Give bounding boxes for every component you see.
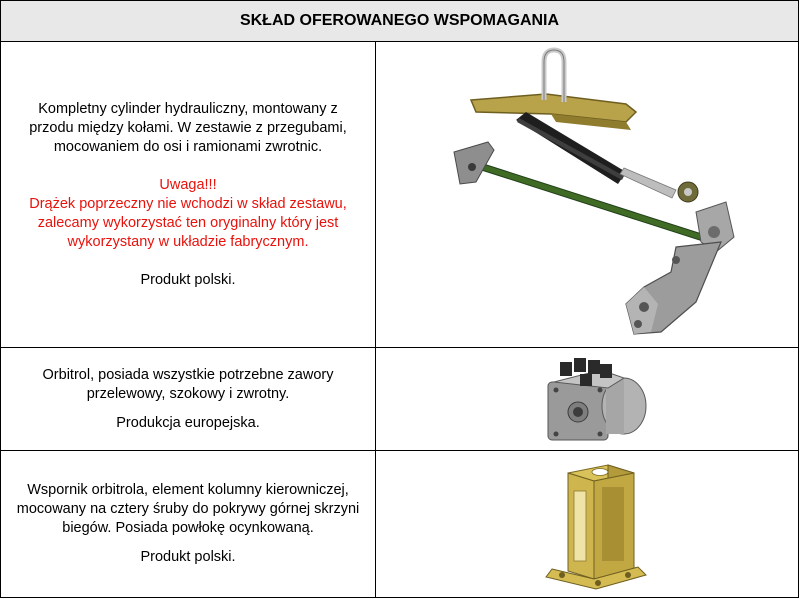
orbitrol-image-cell <box>376 348 798 450</box>
bracket-image-cell <box>376 451 798 597</box>
bracket-origin: Produkt polski. <box>140 549 236 565</box>
cylinder-description: Kompletny cylinder hydrauliczny, montowany z przodu między kołami. W zestawie z przegubami, mocowaniem do osi i ramionami zwrotnic. <box>29 100 347 155</box>
orbitrol-description: Orbitrol, posiada wszystkie potrzebne zawory przelewowy, szokowy i zwrotny. <box>42 366 334 402</box>
warning-text: Drążek poprzeczny nie wchodzi w skład zestawu, zalecamy wykorzystać ten oryginalny który jest wykorzystany w układzie fabrycznym. <box>29 195 347 250</box>
bracket-description-cell <box>1 451 376 597</box>
orbitrol-image <box>376 348 798 450</box>
orbitrol-origin: Produkcja europejska. <box>116 414 260 431</box>
table-row-orbitrol <box>1 348 798 451</box>
table-row-bracket <box>1 451 798 597</box>
warning-title: Uwaga!!! <box>159 176 217 193</box>
bracket-description: Wspornik orbitrola, element kolumny kierowniczej, mocowany na cztery śruby do pokrywy górnej skrzyni biegów. Posiada powłokę ocynkowaną. <box>16 482 360 536</box>
cylinder-origin: Produkt polski. <box>140 271 236 288</box>
table-row-cylinder <box>1 42 798 348</box>
hydraulic-cylinder-image <box>376 42 798 347</box>
cylinder-image-cell <box>376 42 798 347</box>
orbitrol-bracket-image <box>376 451 798 597</box>
cylinder-description-cell <box>1 42 376 347</box>
orbitrol-description-cell <box>1 348 376 450</box>
table-header <box>1 1 798 42</box>
table-title: SKŁAD OFEROWANEGO WSPOMAGANIA <box>239 12 560 29</box>
